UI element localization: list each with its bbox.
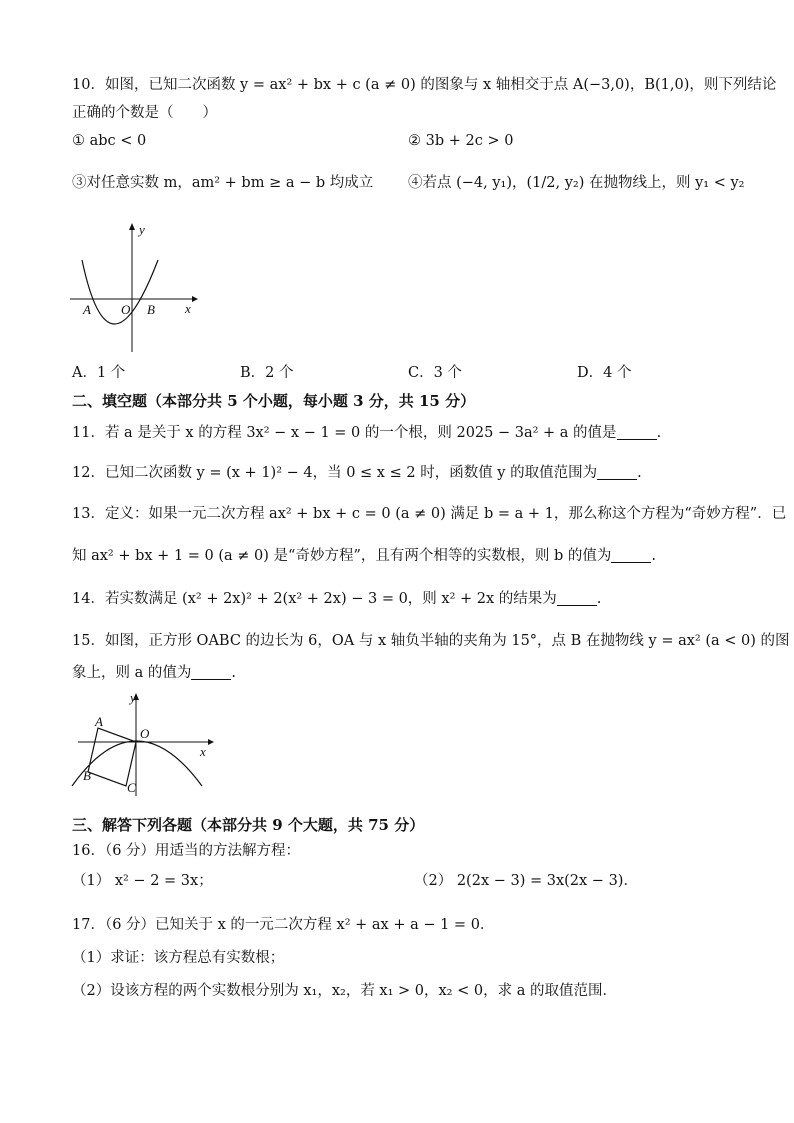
q10-stem-line2: 正确的个数是（ ） [72, 105, 217, 121]
q15-fig-label-x: x [200, 744, 206, 759]
section-3-heading: 三、解答下列各题（本部分共 9 个大题，共 75 分） [72, 816, 425, 834]
q10-parabola-figure [66, 220, 200, 360]
q13-end: . [651, 548, 656, 564]
q14 [72, 588, 601, 610]
q10-fig-label-B: B [147, 302, 155, 317]
q13-line2 [72, 545, 656, 567]
q12 [72, 462, 642, 484]
q10-option-c: C．3 个 [408, 365, 462, 381]
q14-end: . [596, 591, 602, 607]
q10-statement-3: ③对任意实数 m，am² + bm ≥ a − b 均成立 [72, 175, 374, 191]
q13-text: 知 ax² + bx + 1 = 0 (a ≠ 0) 是“奇妙方程”，且有两个相等的实数根，则 b 的值为 [72, 548, 612, 564]
q13-line1: 13．定义：如果一元二次方程 ax² + bx + c = 0 (a ≠ 0) 满足 b = a + 1，那么称这个方程为“奇妙方程”．已 [72, 506, 787, 522]
q14-text: 14．若实数满足 (x² + 2x)² + 2(x² + 2x) − 3 = 0，则 x² + 2x 的结果为 [72, 591, 557, 607]
q15-fig-label-A: A [95, 714, 103, 729]
q15-square-parabola-figure [70, 688, 220, 800]
q10-option-d: D．4 个 [577, 365, 632, 381]
q15-fig-label-y: y [130, 690, 136, 705]
q10-statement-4: ④若点 (−4, y₁)，(1/2, y₂) 在抛物线上，则 y₁ < y₂ [408, 175, 745, 191]
q16-part-1: （1） x² − 2 = 3x； [72, 873, 213, 889]
q11 [72, 422, 661, 444]
q10-option-b: B．2 个 [240, 365, 294, 381]
q15-line1: 15．如图，正方形 OABC 的边长为 6，OA 与 x 轴负半轴的夹角为 15°，点 B 在抛物线 y = ax² (a < 0) 的图 [72, 633, 790, 649]
q10-fig-label-O: O [121, 302, 131, 317]
q15-text: 象上，则 a 的值为 [72, 665, 192, 681]
q17-part-2: （2）设该方程的两个实数根分别为 x₁，x₂，若 x₁ > 0，x₂ < 0，求 a 的取值范围． [72, 983, 617, 999]
q11-end: . [656, 425, 662, 441]
q17-part-1: （1）求证：该方程总有实数根； [72, 950, 285, 966]
q16-stem: 16．（6 分）用适当的方法解方程： [72, 843, 301, 859]
q15-fig-label-C: C [127, 780, 136, 795]
q15-fig-label-B: B [83, 768, 91, 783]
q11-text: 11．若 a 是关于 x 的方程 3x² − x − 1 = 0 的一个根，则 2025 − 3a² + a 的值是 [72, 425, 617, 441]
q15-answer-blank[interactable] [191, 663, 231, 680]
q15-fig-label-O: O [140, 726, 150, 741]
q12-end: . [637, 465, 642, 481]
q11-answer-blank[interactable] [617, 423, 657, 440]
q10-statement-2: ② 3b + 2c > 0 [408, 133, 514, 149]
q15-end: . [231, 665, 236, 681]
q15-line2 [72, 662, 236, 684]
q12-answer-blank[interactable] [597, 463, 637, 480]
q10-fig-label-y: y [139, 222, 145, 237]
q14-answer-blank[interactable] [557, 589, 597, 606]
section-2-heading: 二、填空题（本部分共 5 个小题，每小题 3 分，共 15 分） [72, 392, 476, 410]
q10-option-a: A．1 个 [72, 365, 126, 381]
q10-fig-label-x: x [185, 301, 191, 316]
q17-stem: 17．（6 分）已知关于 x 的一元二次方程 x² + ax + a − 1 = 0． [72, 917, 495, 933]
q13-answer-blank[interactable] [611, 546, 651, 563]
q12-text: 12．已知二次函数 y = (x + 1)² − 4，当 0 ≤ x ≤ 2 时，函数值 y 的取值范围为 [72, 465, 598, 481]
q10-statement-1: ① abc < 0 [72, 133, 147, 149]
q10-fig-label-A: A [83, 302, 91, 317]
q16-part-2: （2） 2(2x − 3) = 3x(2x − 3)． [414, 873, 638, 889]
q10-stem-line1: 10．如图，已知二次函数 y = ax² + bx + c (a ≠ 0) 的图象与 x 轴相交于点 A(−3,0)，B(1,0)，则下列结论 [72, 77, 777, 93]
